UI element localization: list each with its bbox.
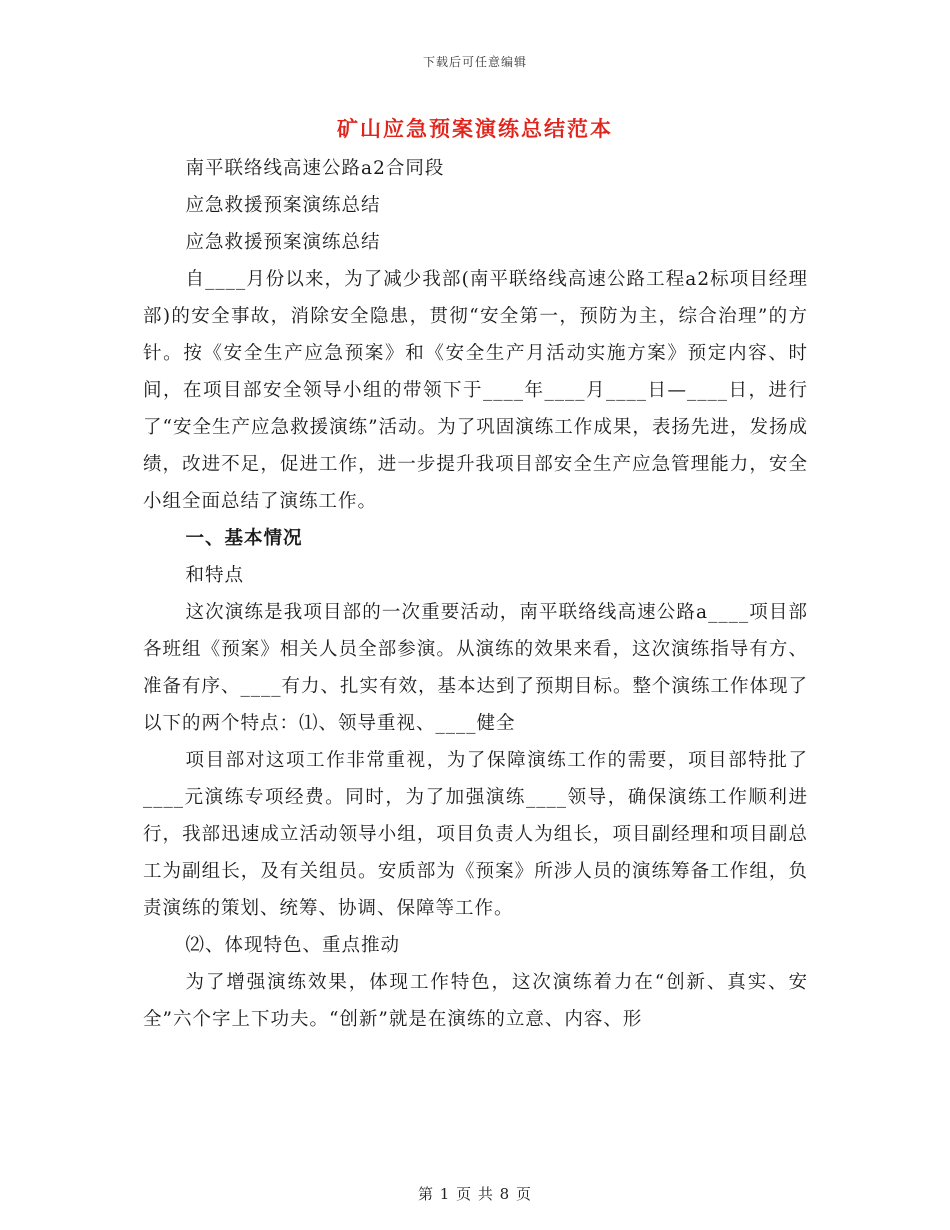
document-body bbox=[143, 150, 808, 1038]
paragraph-intro: 自____月份以来，为了减少我部(南平联络线高速公路工程a2标项目经理部)的安全事故，消除安全隐患，贯彻“安全第一，预防为主，综合治理”的方针。按《安全生产应急预案》和《安全生产月活动实施方案》预定内容、时间，在项目部安全领导小组的带领下于____年____月____日—____日，进行了“安全生产应急救援演练”活动。为了巩固演练工作成果，表扬先进，发扬成绩，改进不足，促进工作，进一步提升我项目部安全生产应急管理能力，安全小组全面总结了演练工作。 bbox=[143, 269, 808, 512]
section-heading-basic: 一、基本情况 bbox=[185, 528, 303, 549]
paragraph-features-label: 和特点 bbox=[185, 565, 245, 586]
document-title: 矿山应急预案演练总结范本 bbox=[337, 116, 613, 141]
paragraph-subtitle: 应急救援预案演练总结 bbox=[185, 195, 381, 216]
paragraph-subtitle-repeat: 应急救援预案演练总结 bbox=[185, 232, 381, 253]
paragraph-leadership: 项目部对这项工作非常重视，为了保障演练工作的需要，项目部特批了____元演练专项经费。同时，为了加强演练____领导，确保演练工作顺利进行，我部迅速成立活动领导小组，项目负责人为组长，项目副经理和项目副总工为副组长，及有关组员。安质部为《预案》所涉人员的演练筹备工作组，负责演练的策划、统筹、协调、保障等工作。 bbox=[143, 750, 808, 919]
paragraph-innovation: 为了增强演练效果，体现工作特色，这次演练着力在“创新、真实、安全”六个字上下功夫。“创新”就是在演练的立意、内容、形 bbox=[143, 972, 808, 1030]
page-header-note: 下载后可任意编辑 bbox=[422, 55, 527, 69]
paragraph-contract-section: 南平联络线高速公路a2合同段 bbox=[185, 158, 445, 179]
paragraph-drill-overview: 这次演练是我项目部的一次重要活动，南平联络线高速公路a____项目部各班组《预案》相关人员全部参演。从演练的效果来看，这次演练指导有方、准备有序、____有力、扎实有效，基本达到了预期目标。整个演练工作体现了以下的两个特点：⑴、领导重视、____健全 bbox=[143, 602, 809, 734]
page-number: 第 1 页 共 8 页 bbox=[418, 1185, 532, 1203]
paragraph-feature-two: ⑵、体现特色、重点推动 bbox=[185, 935, 401, 956]
